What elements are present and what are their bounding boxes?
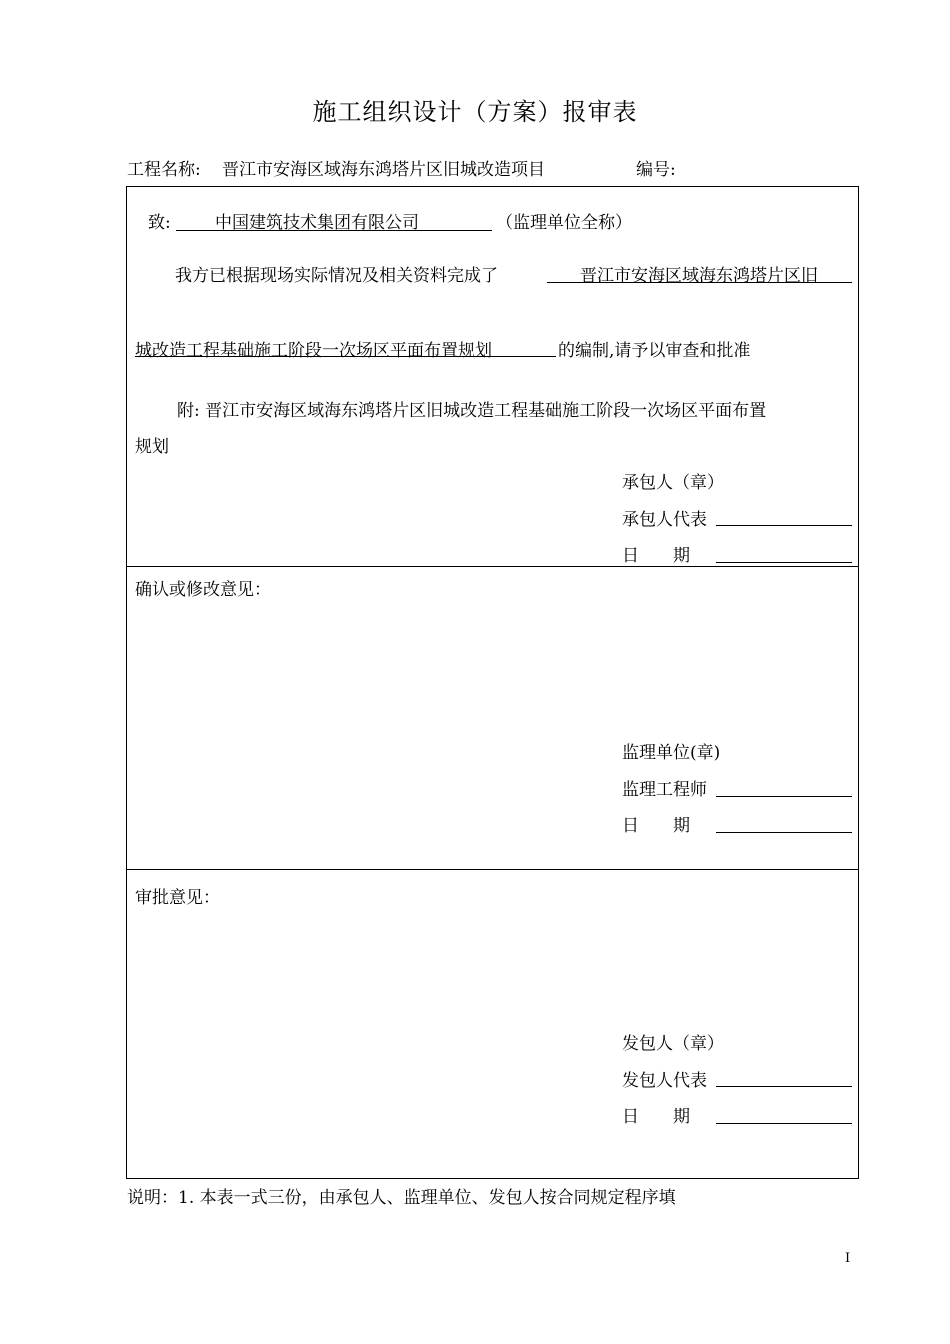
plan-name-line2: 城改造工程基础施工阶段一次场区平面布置规划 xyxy=(135,341,492,361)
contractor-rep-label: 承包人代表 xyxy=(622,510,707,530)
number-label: 编号: xyxy=(636,160,676,180)
to-company: 中国建筑技术集团有限公司 xyxy=(215,213,419,233)
employer-rep-signature-line[interactable] xyxy=(716,1086,852,1087)
project-name-value: 晋江市安海区域海东鸿塔片区旧城改造项目 xyxy=(222,160,545,180)
to-note: （监理单位全称） xyxy=(496,213,632,233)
contractor-rep-signature-line[interactable] xyxy=(716,525,852,526)
supervisor-date-label: 日 期 xyxy=(622,816,690,836)
section-divider-1 xyxy=(126,566,859,567)
supervisor-date-line[interactable] xyxy=(716,832,852,833)
page-title: 施工组织设计（方案）报审表 xyxy=(312,98,638,126)
section-divider-2 xyxy=(126,869,859,870)
to-label: 致: xyxy=(148,213,171,233)
employer-date-label: 日 期 xyxy=(622,1107,690,1127)
contractor-date-label: 日 期 xyxy=(622,546,690,566)
plan-name-underline-2 xyxy=(135,356,556,357)
employer-rep-label: 发包人代表 xyxy=(622,1071,707,1091)
employer-seal-label: 发包人（章） xyxy=(622,1034,724,1054)
attachment-line1: 附: 晋江市安海区域海东鸿塔片区旧城改造工程基础施工阶段一次场区平面布置 xyxy=(177,401,767,421)
employer-date-line[interactable] xyxy=(716,1123,852,1124)
body-prefix: 我方已根据现场实际情况及相关资料完成了 xyxy=(175,266,498,286)
attachment-line2: 规划 xyxy=(135,437,169,457)
supervisor-opinion-label: 确认或修改意见： xyxy=(135,580,271,600)
supervisor-seal-label: 监理单位(章) xyxy=(622,743,721,763)
body-suffix: 的编制,请予以审查和批准 xyxy=(558,341,751,361)
plan-name-line1: 晋江市安海区域海东鸿塔片区旧 xyxy=(580,266,818,286)
project-name-label: 工程名称: xyxy=(127,160,201,180)
supervisor-engineer-signature-line[interactable] xyxy=(716,796,852,797)
contractor-date-line[interactable] xyxy=(716,562,852,563)
page-number: I xyxy=(845,1251,851,1266)
supervisor-engineer-label: 监理工程师 xyxy=(622,780,707,800)
footer-note: 说明：1. 本表一式三份，由承包人、监理单位、发包人按合同规定程序填 xyxy=(127,1188,676,1208)
contractor-seal-label: 承包人（章） xyxy=(622,473,724,493)
approval-opinion-label: 审批意见： xyxy=(135,888,220,908)
review-form-table xyxy=(126,186,859,1179)
